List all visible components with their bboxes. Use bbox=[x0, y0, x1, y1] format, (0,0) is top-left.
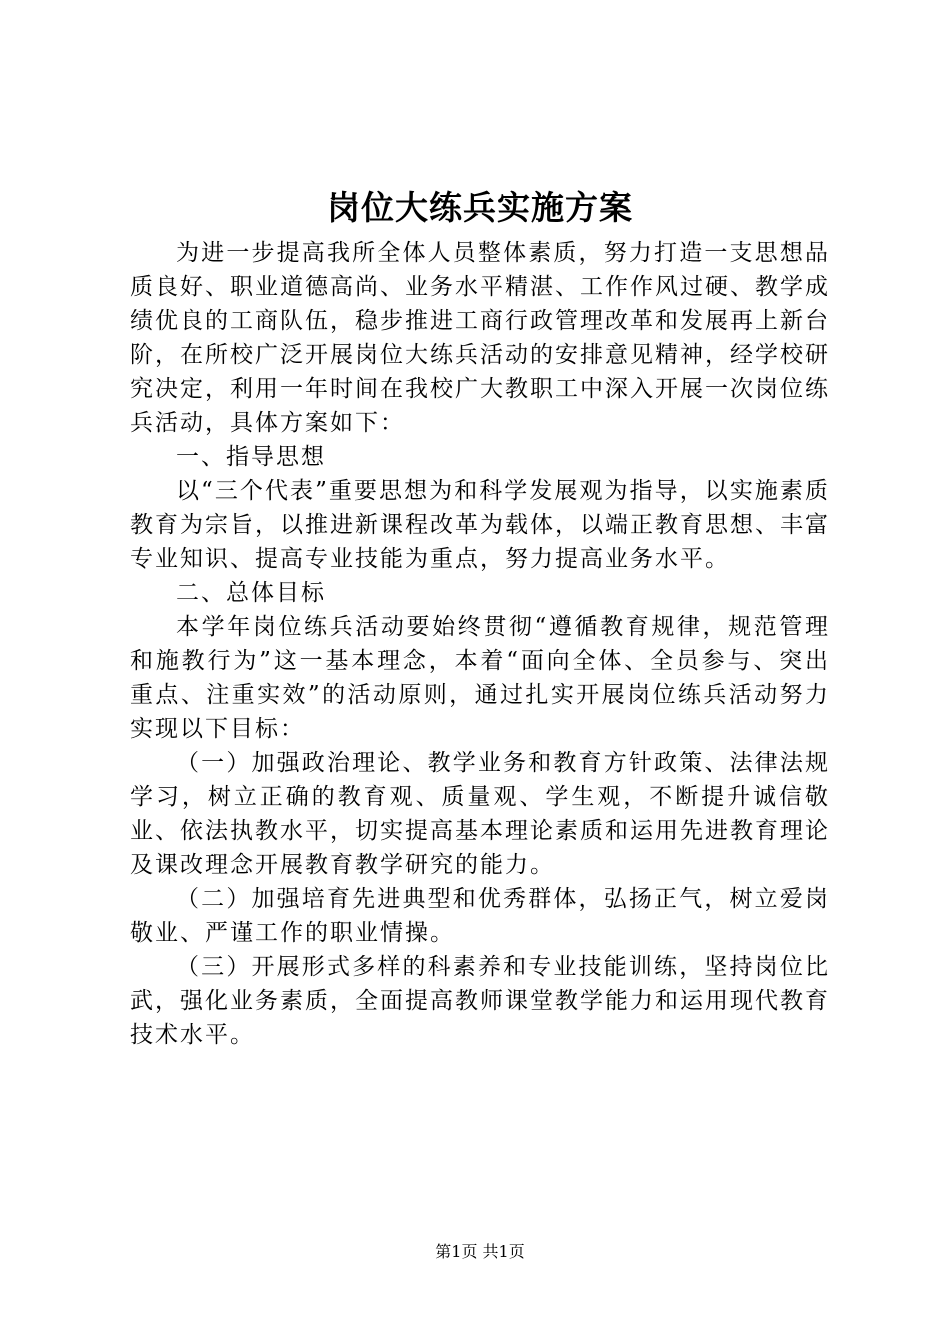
section-heading-guiding-ideology: 一、指导思想 bbox=[176, 444, 326, 470]
overall-goals-paragraph: 本学年岗位练兵活动要始终贯彻“遵循教育规律，规范管理和施教行为”这一基本理念，本着“面向全体、全员参与、突出重点、注重实效”的活动原则，通过扎实开展岗位练兵活动努力实现以下目标： bbox=[130, 614, 830, 742]
goal-item-3: （三）开展形式多样的科素养和专业技能训练，坚持岗位比武，强化业务素质，全面提高教师课堂教学能力和运用现代教育技术水平。 bbox=[130, 954, 830, 1048]
guiding-ideology-paragraph: 以“三个代表”重要思想为和科学发展观为指导，以实施素质教育为宗旨，以推进新课程改革为载体，以端正教育思想、丰富专业知识、提高专业技能为重点，努力提高业务水平。 bbox=[130, 478, 830, 572]
document-body bbox=[130, 236, 830, 1052]
goal-item-2: （二）加强培育先进典型和优秀群体，弘扬正气，树立爱岗敬业、严谨工作的职业情操。 bbox=[130, 886, 830, 946]
document-page bbox=[130, 0, 830, 1344]
page-number-footer: 第1页 共1页 bbox=[435, 1242, 525, 1261]
document-title: 岗位大练兵实施方案 bbox=[327, 188, 633, 227]
intro-paragraph: 为进一步提高我所全体人员整体素质，努力打造一支思想品质良好、职业道德高尚、业务水平精湛、工作作风过硬、教学成绩优良的工商队伍，稳步推进工商行政管理改革和发展再上新台阶，在所校广泛开展岗位大练兵活动的安排意见精神，经学校研究决定，利用一年时间在我校广大教职工中深入开展一次岗位练兵活动，具体方案如下： bbox=[130, 240, 830, 436]
goal-item-1: （一）加强政治理论、教学业务和教育方针政策、法律法规学习，树立正确的教育观、质量观、学生观，不断提升诚信敬业、依法执教水平，切实提高基本理论素质和运用先进教育理论及课改理念开展教育教学研究的能力。 bbox=[130, 750, 830, 878]
section-heading-overall-goals: 二、总体目标 bbox=[176, 580, 326, 606]
